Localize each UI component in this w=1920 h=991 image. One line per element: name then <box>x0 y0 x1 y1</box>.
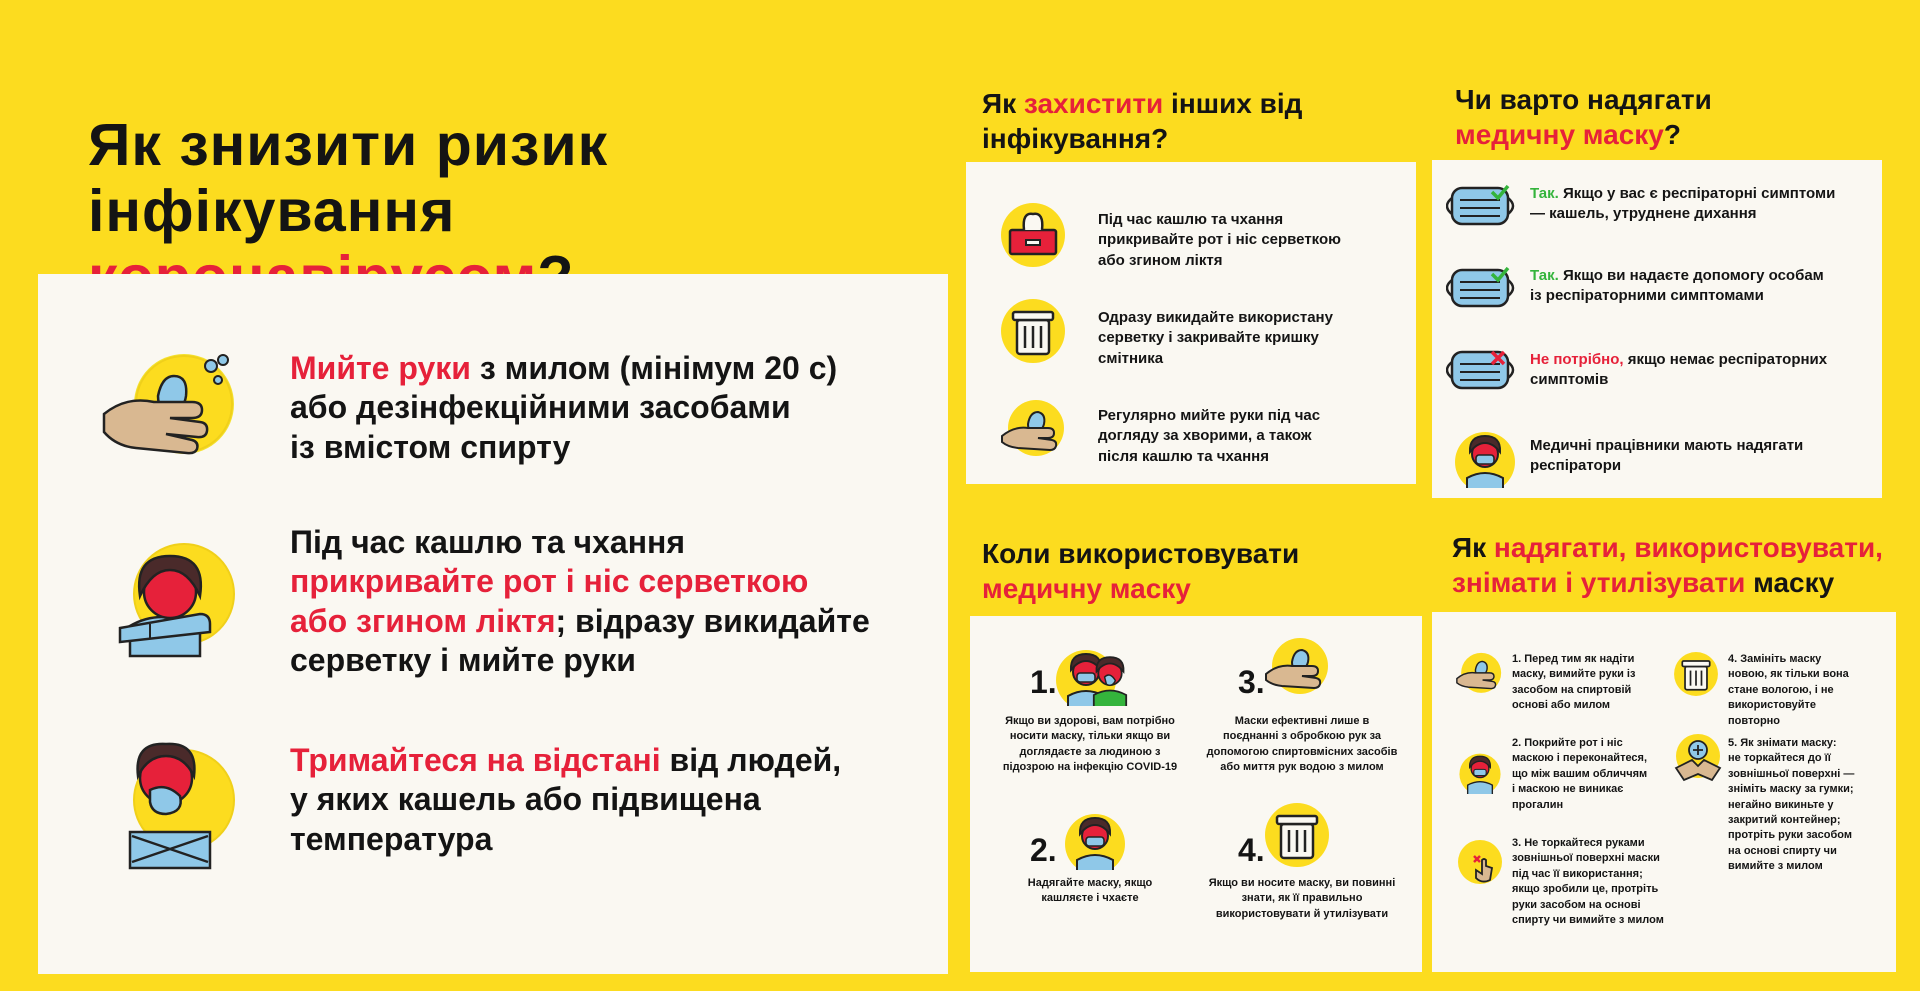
mask-check-icon <box>1446 258 1516 318</box>
when-step-4-text: Якщо ви носите маску, ви повинні знати, як її правильно використовувати й утилізувати <box>1208 877 1396 920</box>
protect-row-2: Одразу викидайте використану серветку і закривайте кришку смітника <box>1098 309 1333 367</box>
no-touch-icon <box>1456 838 1504 886</box>
main-item-keep-distance: Тримайтеся на відстані від людей, у яких кашель або підвищена температура <box>290 742 842 857</box>
when-step-1-text: Якщо ви здорові, вам потрібно носити маску, тільки якщо ви доглядаєте за людиною з підозрою на інфекцію COVID-19 <box>1002 715 1178 774</box>
medical-worker-icon <box>1450 418 1520 488</box>
mask-row-1: Так. Якщо у вас є респіраторні симптоми — кашель, утруднене дихання <box>1530 185 1836 223</box>
when-step-2-number: 2. <box>1030 832 1057 868</box>
when-step-1-number: 1. <box>1030 664 1057 700</box>
trash-bin-icon <box>1262 800 1332 870</box>
when-step-4-number: 4. <box>1238 832 1265 868</box>
when-step-3-number: 3. <box>1238 664 1265 700</box>
how-step-4: 4. Замініть маску новою, як тільки вона стане вологою, і не використовуйте повторно <box>1728 653 1849 727</box>
hands-disinfect-icon <box>1672 734 1724 786</box>
how-step-1: 1. Перед тим як надіти маску, вимийте руки із засобом на спиртовій основі або милом <box>1512 653 1636 712</box>
sneezing-person-icon <box>100 732 240 872</box>
coughing-person-icon <box>100 526 240 666</box>
how-step-3: 3. Не торкайтеся руками зовнішньої поверхні маски під час її використання; якщо зробили це, протріть руки засобом на основі спирту чи вимийте з милом <box>1512 837 1664 926</box>
hand-washing-icon <box>998 396 1068 466</box>
hand-washing-icon <box>1262 634 1332 704</box>
trash-bin-icon <box>1672 650 1720 698</box>
caregiver-pair-icon <box>1056 634 1136 706</box>
how-step-2: 2. Покрийте рот і ніс маскою і переконайтеся, що між вашим обличчям і маскою не виникає прогалин <box>1512 737 1648 811</box>
trash-bin-icon <box>998 296 1068 366</box>
when-title: Коли використовувати медичну маску <box>982 538 1300 604</box>
how-step-5: 5. Як знімати маску: не торкайтеся до її зовнішньої поверхні — зніміть маску за гумки; негайно викиньте у закритий контейнер; протріть руки засобом на основі спирту чи вимийте з милом <box>1728 737 1855 873</box>
hand-washing-icon <box>96 336 236 476</box>
protect-title: Як захистити інших від інфікування? <box>982 88 1303 154</box>
mask-row-3: Не потрібно, якщо немає респіраторних симптомів <box>1530 351 1828 389</box>
main-item-wash-hands: Мийте руки з милом (мінімум 20 с) або дезінфекційними засобами із вмістом спирту <box>290 350 838 465</box>
mask-row-4: Медичні працівники мають надягати респіратори <box>1530 437 1804 475</box>
protect-row-1: Під час кашлю та чхання прикривайте рот і ніс серветкою або згином ліктя <box>1098 211 1341 269</box>
hand-washing-icon <box>1454 650 1504 700</box>
main-item-cover-cough: Під час кашлю та чхання прикривайте рот і ніс серветкою або згином ліктя; відразу викидайте серветку і мийте руки <box>290 524 870 679</box>
protect-row-3: Регулярно мийте руки під час догляду за хворими, а також після кашлю та чхання <box>1098 407 1321 465</box>
mask-question-title: Чи варто надягати медичну маску? <box>1455 84 1712 150</box>
mask-row-2: Так. Якщо ви надаєте допомогу особам із респіраторними симптомами <box>1530 267 1824 305</box>
masked-person-icon <box>1060 800 1130 870</box>
when-step-2-text: Надягайте маску, якщо кашляєте і чхаєте <box>1027 877 1153 905</box>
page-title-line1: Як знизити ризик <box>88 112 609 178</box>
mask-check-icon <box>1446 176 1516 236</box>
tissue-box-icon <box>998 200 1068 270</box>
how-title: Як надягати, використовувати, знімати і утилізувати маску <box>1452 532 1883 598</box>
page-title-line2: інфікування <box>88 178 948 310</box>
masked-person-icon <box>1456 742 1504 794</box>
mask-cross-icon <box>1446 340 1516 400</box>
when-step-3-text: Маски ефективні лише в поєднанні з обробкою рук за допомогою спиртовмісних засобів або миття рук водою з милом <box>1206 715 1398 774</box>
